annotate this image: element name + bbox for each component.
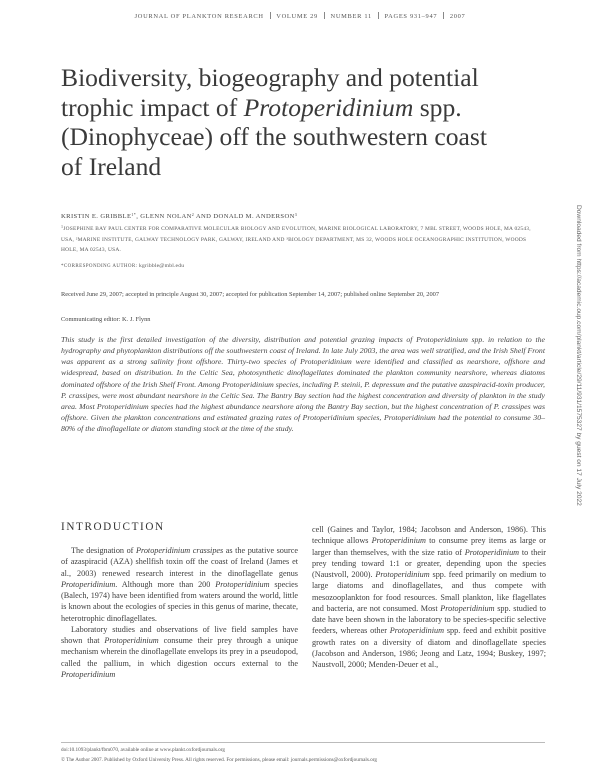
affiliations bbox=[61, 222, 531, 256]
volume: VOLUME 29 bbox=[276, 13, 318, 20]
title-text-end: spp. (Dinophyceae) off the southwestern coast of Ireland bbox=[61, 92, 487, 181]
copyright-line: © The Author 2007. Published by Oxford University Press. All rights reserved. For permissions, please email: journals.permissions@oxfordjournals.org bbox=[61, 757, 377, 763]
footer-rule bbox=[61, 742, 545, 743]
author-1: KRISTIN E. GRIBBLE bbox=[61, 213, 132, 220]
doi-line[interactable]: doi:10.1093/plankt/fbm070, available online at www.plankt.oxfordjournals.org bbox=[61, 747, 225, 753]
text-run: to their prey tending toward 1:1 or greater, depending upon the species (Naustvoll, 2000). bbox=[312, 547, 547, 579]
author-3-marker: 3 bbox=[294, 212, 298, 217]
divider bbox=[324, 12, 325, 19]
received-dates: Received June 29, 2007; accepted in principle August 30, 2007; accepted for publication September 14, 2007; published online September 20, 2007 bbox=[61, 291, 440, 298]
download-watermark: Downloaded from https://academic.oup.com/plankt/article/29/11/931/1575327 by guest on 17 July 2022 bbox=[575, 205, 582, 506]
divider bbox=[378, 12, 379, 19]
corresponding-email[interactable]: kgribble@mbl.edu bbox=[137, 263, 185, 269]
text-run: to consume prey items as large or larger than themselves, with the size ratio of bbox=[312, 536, 546, 557]
divider bbox=[443, 12, 444, 19]
title-genus: Protoperidinium bbox=[243, 92, 414, 122]
article-title bbox=[61, 63, 501, 181]
paragraph-1 bbox=[61, 545, 298, 624]
body-column-right bbox=[312, 524, 546, 670]
taxon-name: Protoperidinium bbox=[440, 603, 495, 613]
text-run: as the putative source of azaspiracid (AZA) shellfish toxin off the coast of Ireland (James et al., 2003) renewed research interest in the dinoflagellate genus bbox=[61, 546, 298, 578]
divider bbox=[270, 12, 271, 19]
corresponding-author bbox=[61, 263, 184, 269]
section-heading: INTRODUCTION bbox=[61, 521, 165, 533]
text-run: spp. feed primarily on medium to large diatoms and dinoflagellates, and thus compete with mesozooplankton for food resources. Small plankton, like flagellates and bacteria, are not consumed. Most bbox=[312, 570, 546, 613]
taxon-name: Protoperidinium crassipes bbox=[135, 546, 224, 555]
author-2-marker: 2 bbox=[191, 212, 195, 217]
body-column-left bbox=[61, 545, 298, 680]
text-run: cell (Gaines and Taylor, 1984; Jacobson and Anderson, 1986). This technique allows bbox=[312, 525, 546, 546]
year: 2007 bbox=[449, 13, 466, 20]
affiliation-text: JOSEPHINE BAY PAUL CENTER FOR COMPARATIVE MOLECULAR BIOLOGY AND EVOLUTION, MARINE BIOLOGICAL LABORATORY, 7 MBL STREET, WOODS HOLE, MA 02543, USA, ²MARINE INSTITUTE, GALWAY TECHNOLOGY PARK, GALWAY, IRELAND AND ³BIOLOGY DEPARTMENT, MS 32, WOODS HOLE OCEANOGRAPHIC INSTITUTION, WOODS HOLE, MA 02543, USA. bbox=[61, 226, 531, 254]
taxon-name: Protoperidinium bbox=[61, 669, 116, 679]
title-text: Biodiversity, biogeography and potential trophic impact of bbox=[61, 63, 479, 122]
affiliation-marker: 1 bbox=[61, 224, 64, 229]
text-run: . Although more than 200 bbox=[115, 579, 216, 589]
text-run: Laboratory studies and observations of live field samples have shown that bbox=[61, 624, 298, 645]
text-run: spp. feed and exhibit positive growth rates on a diversity of diatom and dinoflagellate species (Jacobson and Anderson, 1986; Jeong and Latz, 1994; Buskey, 1997; Naustvoll, 2000; Menden-Deuer et al., bbox=[312, 626, 547, 669]
taxon-name: Protoperidinium bbox=[104, 636, 159, 645]
running-head bbox=[0, 12, 600, 20]
text-run: The designation of bbox=[71, 546, 136, 555]
issue-number: NUMBER 11 bbox=[330, 13, 372, 20]
corresponding-label: *CORRESPONDING AUTHOR: bbox=[61, 264, 138, 269]
taxon-name: Protoperidinium bbox=[389, 626, 445, 636]
author-list bbox=[61, 212, 297, 220]
taxon-name: Protoperidinium bbox=[375, 570, 430, 579]
journal-name: JOURNAL OF PLANKTON RESEARCH bbox=[134, 13, 264, 20]
taxon-name: Protoperidinium bbox=[464, 547, 520, 557]
paragraph-2 bbox=[61, 624, 298, 680]
communicating-editor: Communicating editor: K. J. Flynn bbox=[61, 316, 151, 323]
taxon-name: Protoperidinium bbox=[371, 536, 426, 546]
author-2: , GLENN NOLAN bbox=[136, 213, 192, 220]
text-run: consume their prey through a unique mechanism wherein the dinoflagellate envelops its prey in a pseudopod, called the pallium, in which digestion occurs external to the bbox=[61, 636, 298, 668]
taxon-name: Protoperidinium bbox=[61, 579, 116, 589]
author-3: AND DONALD M. ANDERSON bbox=[194, 213, 295, 220]
page-range: PAGES 931–947 bbox=[384, 13, 438, 20]
taxon-name: Protoperidinium bbox=[215, 579, 270, 589]
author-1-marker: 1* bbox=[131, 212, 137, 217]
text-run: species (Balech, 1974) have been identified from waters around the world, little is known about the ecologies of species in this genus of marine, thecate, heterotrophic dinoflagellates. bbox=[61, 579, 298, 623]
abstract: This study is the first detailed investigation of the diversity, distribution and potential grazing impacts of Protoperidinium spp. in relation to the hydrography and phytoplankton distributions off the southwestern coast of Ireland. In late July 2003, the area was well stratified, and the Irish Shelf Front was apparent as a strong salinity front offshore. Thirty-two species of Protoperidinium were identified and classified as nearshore, offshore and widespread, based on distribution. In the Celtic Sea, photosynthetic dinoflagellates dominated the plankton community nearshore, whereas diatoms dominated offshore of the Irish Shelf Front. Among Protoperidinium species, including P. steinii, P. depressum and the putative azaspiracid-toxin producer, P. crassipes, were most abundant nearshore in the Celtic Sea. The Bantry Bay section had the highest concentration and diversity of plankton in the study area. Most Protoperidinium species had the highest abundance nearshore along the Bantry Bay section, but the highest concentration of P. crassipes was offshore. Given the plankton concentrations and estimated grazing rates of Protoperidinium species, Protoperidinium had the potential to consume 30–80% of the dinoflagellate or diatom standing stock at the time of the study. bbox=[61, 335, 545, 434]
text-run: spp. studied to date have been shown in the laboratory to be species-specific selective feeders, whereas other bbox=[312, 603, 546, 636]
